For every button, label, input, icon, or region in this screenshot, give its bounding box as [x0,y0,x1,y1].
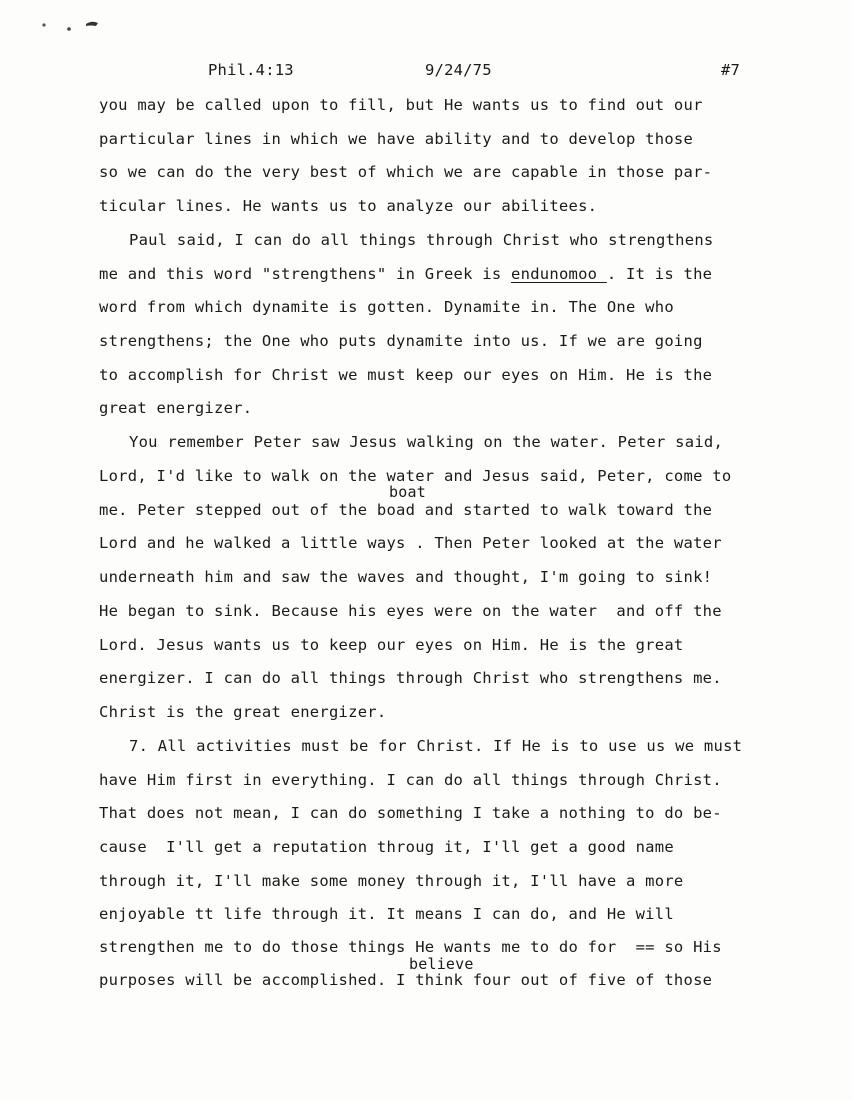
text-line: Lord, I'd like to walk on the water and Jesus said, Peter, come to [99,467,732,485]
text-line-end: . It is the [606,265,713,283]
text-line: so we can do the very best of which we are capable in those par- [99,163,713,181]
text-line-start: me and this word "strengthens" in Greek is [99,265,512,283]
text-line: enjoyable tt life through it. It means I can do, and He will [99,905,674,923]
text-line: me. Peter stepped out of the boad and started to walk toward the [99,501,713,519]
handwritten-insertion-believe: believe [409,955,474,973]
text-line: purposes will be accomplished. I think four out of five of those [99,971,713,989]
text-line: underneath him and saw the waves and thought, I'm going to sink! [99,568,713,586]
sermon-date: 9/24/75 [425,61,492,79]
text-line: You remember Peter saw Jesus walking on the water. Peter said, [129,433,724,451]
greek-word-underlined: endunomoo [511,265,607,283]
text-line: Lord. Jesus wants us to keep our eyes on Him. He is the great [99,636,684,654]
text-line: you may be called upon to fill, but He wants us to find out our [99,96,703,114]
page-number: #7 [721,61,741,79]
text-line: Christ is the great energizer. [99,703,387,721]
ink-smudge-mark [38,16,108,36]
text-line-greek [99,265,712,283]
text-line: to accomplish for Christ we must keep our eyes on Him. He is the [99,366,713,384]
text-line: That does not mean, I can do something I take a nothing to do be- [99,804,722,822]
text-line: Paul said, I can do all things through Christ who strengthens [129,231,714,249]
text-line: energizer. I can do all things through Christ who strengthens me. [99,669,722,687]
text-line: ticular lines. He wants us to analyze our abilitees. [99,197,598,215]
text-line: strengthen me to do those things He wants me to do for == so His [99,938,722,956]
scripture-reference: Phil.4:13 [208,61,294,79]
text-line: Lord and he walked a little ways . Then Peter looked at the water [99,534,722,552]
text-line: great energizer. [99,399,253,417]
text-line: have Him first in everything. I can do all things through Christ. [99,771,722,789]
text-line: word from which dynamite is gotten. Dynamite in. The One who [99,298,674,316]
text-line: through it, I'll make some money through it, I'll have a more [99,872,684,890]
text-line: 7. All activities must be for Christ. If He is to use us we must [129,737,743,755]
text-line: strengthens; the One who puts dynamite into us. If we are going [99,332,703,350]
text-line: cause I'll get a reputation throug it, I'll get a good name [99,838,674,856]
text-line: He began to sink. Because his eyes were on the water and off the [99,602,722,620]
text-line: particular lines in which we have ability and to develop those [99,130,694,148]
handwritten-insertion-boat: boat [389,483,426,501]
